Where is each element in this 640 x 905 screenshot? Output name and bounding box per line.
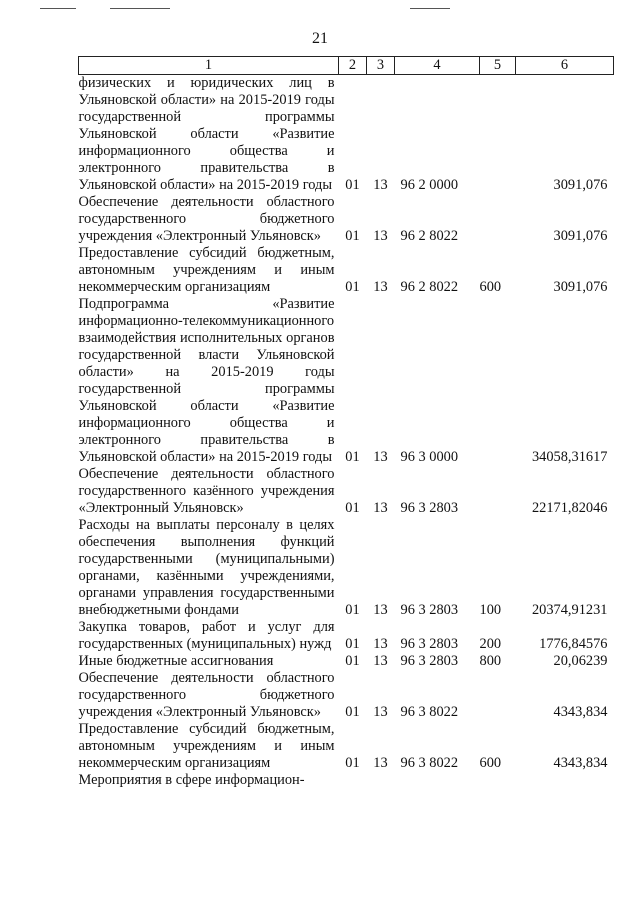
row-subsection-code: 13 (373, 636, 388, 652)
table-row (79, 296, 614, 466)
row-target-article: 96 3 2803 (400, 636, 459, 652)
row-section-code: 01 (345, 636, 360, 652)
column-header-2: 2 (339, 57, 367, 75)
row-description: физических и юридических лиц в Ульяновской области» на 2015-2019 годы государственной программы Ульяновской области «Развитие информационного общества и электронного правительства в Ульяновской области» на 2015-2019 годы (78, 75, 335, 193)
column-header-6: 6 (516, 57, 614, 75)
row-expense-type (480, 194, 516, 245)
row-section-code: 01 (345, 449, 360, 465)
row-expense-type (480, 466, 516, 517)
row-target-article: 96 3 2803 (400, 602, 459, 618)
row-section-code: 01 (345, 704, 360, 720)
row-target-article: 96 3 8022 (400, 704, 459, 720)
row-section-code (339, 772, 367, 789)
row-amount: 3091,076 (553, 228, 608, 244)
row-amount: 20374,91231 (531, 602, 608, 618)
row-description: Обеспечение деятельности областного государственного казённого учреждения «Электронный Ульяновск» (78, 466, 335, 516)
row-subsection-code: 13 (373, 500, 388, 516)
row-expense-type (480, 75, 516, 195)
scan-mark (110, 8, 170, 9)
header-row (79, 57, 614, 75)
scan-mark (40, 8, 76, 9)
table-row (79, 619, 614, 653)
row-section-code: 01 (345, 177, 360, 193)
row-subsection-code: 13 (373, 704, 388, 720)
row-target-article: 96 2 8022 (400, 279, 459, 295)
budget-table (78, 56, 614, 789)
row-description: Предоставление субсидий бюджетным, автономным учреждениям и иным некоммерческим организациям (78, 721, 335, 771)
table-row (79, 772, 614, 789)
page-number: 21 (312, 30, 328, 47)
row-target-article (395, 772, 480, 789)
column-header-3: 3 (367, 57, 395, 75)
row-target-article: 96 3 2803 (400, 653, 459, 669)
row-expense-type: 800 (479, 653, 502, 669)
table-row (79, 721, 614, 772)
row-amount: 3091,076 (553, 279, 608, 295)
row-target-article: 96 2 8022 (400, 228, 459, 244)
row-description: Обеспечение деятельности областного государственного бюджетного учреждения «Электронный Ульяновск» (78, 670, 335, 720)
column-header-4: 4 (395, 57, 480, 75)
row-expense-type (480, 772, 516, 789)
table-row (79, 517, 614, 619)
row-description: Мероприятия в сфере информацион- (78, 772, 305, 788)
row-subsection-code: 13 (373, 653, 388, 669)
row-amount: 4343,834 (553, 704, 608, 720)
row-subsection-code: 13 (373, 177, 388, 193)
row-description: Обеспечение деятельности областного государственного бюджетного учреждения «Электронный Ульяновск» (78, 194, 335, 244)
row-amount: 1776,84576 (539, 636, 608, 652)
row-section-code: 01 (345, 500, 360, 516)
row-subsection-code: 13 (373, 602, 388, 618)
row-expense-type (480, 670, 516, 721)
table-row (79, 75, 614, 195)
table-row (79, 653, 614, 670)
row-amount: 20,06239 (553, 653, 608, 669)
row-amount: 4343,834 (553, 755, 608, 771)
row-subsection-code (367, 772, 395, 789)
row-section-code: 01 (345, 602, 360, 618)
row-amount: 22171,82046 (531, 500, 608, 516)
row-section-code: 01 (345, 755, 360, 771)
row-amount (516, 772, 614, 789)
row-target-article: 96 3 8022 (400, 755, 459, 771)
row-section-code: 01 (345, 228, 360, 244)
row-description: Предоставление субсидий бюджетным, автономным учреждениям и иным некоммерческим организациям (78, 245, 335, 295)
column-header-5: 5 (480, 57, 516, 75)
row-target-article: 96 3 0000 (400, 449, 459, 465)
row-section-code: 01 (345, 279, 360, 295)
table-row (79, 466, 614, 517)
row-description: Подпрограмма «Развитие информационно-телекоммуникационного взаимодействия исполнительных органов государственной власти Ульяновской области» на 2015-2019 годы государственной программы Ульяновской области «Развитие информационного общества и электронного правительства в Ульяновской области» на 2015-2019 годы (78, 296, 335, 465)
row-subsection-code: 13 (373, 228, 388, 244)
row-expense-type (480, 296, 516, 466)
row-subsection-code: 13 (373, 279, 388, 295)
row-expense-type: 200 (479, 636, 502, 652)
column-header-1: 1 (79, 57, 339, 75)
row-expense-type: 100 (479, 602, 502, 618)
row-target-article: 96 2 0000 (400, 177, 459, 193)
row-subsection-code: 13 (373, 449, 388, 465)
row-amount: 34058,31617 (531, 449, 608, 465)
row-section-code: 01 (345, 653, 360, 669)
row-target-article: 96 3 2803 (400, 500, 459, 516)
scan-mark (410, 8, 450, 9)
row-amount: 3091,076 (553, 177, 608, 193)
row-description: Расходы на выплаты персоналу в целях обеспечения выполнения функций государственными (муниципальными) органами, казёнными учреждениями, органами управления государственными внебюджетными фондами (78, 517, 335, 618)
row-expense-type: 600 (479, 279, 502, 295)
table-row (79, 194, 614, 245)
row-subsection-code: 13 (373, 755, 388, 771)
table-row (79, 245, 614, 296)
row-expense-type: 600 (479, 755, 502, 771)
row-description: Закупка товаров, работ и услуг для государственных (муниципальных) нужд (78, 619, 335, 652)
row-description: Иные бюджетные ассигнования (78, 653, 274, 669)
table-row (79, 670, 614, 721)
